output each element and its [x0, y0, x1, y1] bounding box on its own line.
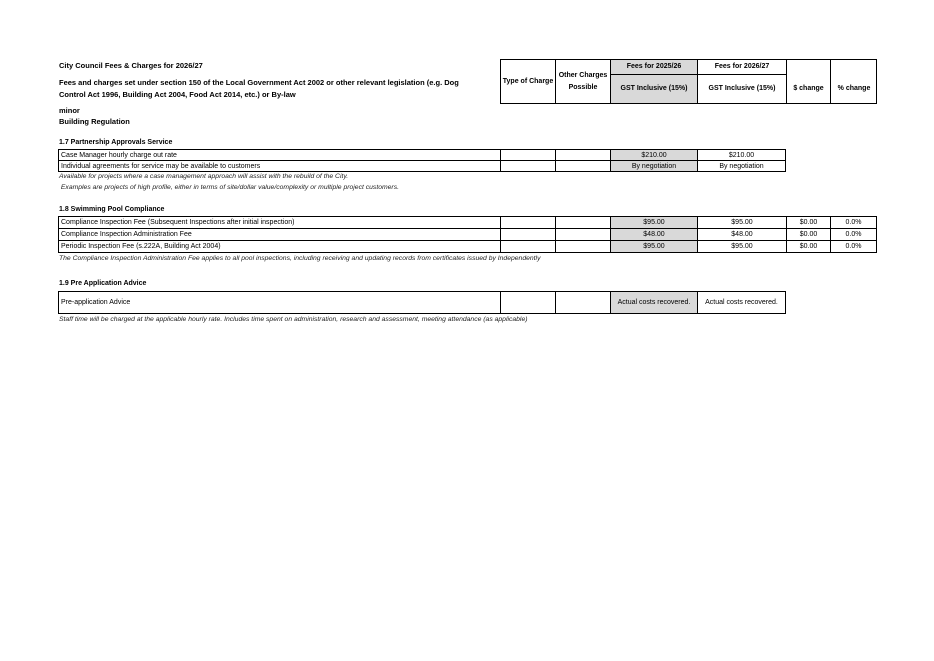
section-title-1-8: 1.8 Swimming Pool Compliance [59, 206, 165, 213]
row-dollar-change: $0.00 [786, 229, 830, 240]
page-subtitle-line2: Control Act 1996, Building Act 2004, Food Act 2014, etc.) or By-law [59, 90, 296, 99]
col-fees-curr-gst: GST Inclusive (15%) [708, 85, 776, 92]
row-fee-prev: Actual costs recovered. [610, 292, 697, 313]
row-fee-prev: $48.00 [610, 229, 697, 240]
row-other [555, 229, 610, 240]
row-other [555, 217, 610, 228]
section-note: Staff time will be charged at the applicable hourly rate. Includes time spent on administration, research and assessment, meeting attendance (as applicable) [59, 316, 528, 323]
row-type [500, 150, 555, 160]
row-description: Pre-application Advice [61, 299, 131, 306]
row-fee-curr: $95.00 [697, 217, 786, 228]
row-fee-curr: By negotiation [697, 161, 785, 171]
table-row [58, 150, 786, 161]
row-other [555, 292, 610, 313]
row-other [555, 241, 610, 252]
section-title-1-9: 1.9 Pre Application Advice [59, 280, 147, 287]
table-row [58, 241, 877, 253]
col-type-of-charge: Type of Charge [502, 78, 554, 85]
table-row [58, 229, 877, 241]
col-other-charges: Other Charges Possible [558, 72, 608, 91]
row-fee-curr: $48.00 [697, 229, 786, 240]
row-fee-curr: $95.00 [697, 241, 786, 252]
col-fees-curr: Fees for 2026/27 [714, 63, 770, 70]
row-other [555, 161, 610, 171]
row-other [555, 150, 610, 160]
row-type [500, 292, 555, 313]
section-note: Examples are projects of high profile, either in terms of site/dollar value/complexity or multiple project customers. [59, 184, 399, 191]
row-type [500, 161, 555, 171]
table-row [58, 292, 786, 314]
category-tag: minor [59, 106, 80, 115]
row-pct-change: 0.0% [830, 217, 876, 228]
section-note: Available for projects where a case management approach will assist with the rebuild of the City. [59, 173, 349, 180]
row-pct-change: 0.0% [830, 229, 876, 240]
section-title-1-7: 1.7 Partnership Approvals Service [59, 139, 173, 146]
row-type [500, 217, 555, 228]
row-description: Compliance Inspection Administration Fee [61, 231, 192, 238]
row-fee-prev: $210.00 [610, 150, 697, 160]
row-pct-change: 0.0% [830, 241, 876, 252]
table-row [58, 161, 786, 172]
row-fee-prev: $95.00 [610, 217, 697, 228]
group-title: Building Regulation [59, 117, 130, 126]
table-row [58, 217, 877, 229]
col-dollar-change: $ change [793, 85, 824, 92]
page-title: City Council Fees & Charges for 2026/27 [59, 61, 203, 70]
row-type [500, 241, 555, 252]
column-header [500, 59, 877, 104]
col-fees-prev: Fees for 2025/26 [626, 63, 682, 70]
row-fee-prev: $95.00 [610, 241, 697, 252]
row-dollar-change: $0.00 [786, 217, 830, 228]
row-type [500, 229, 555, 240]
row-description: Periodic Inspection Fee (s.222A, Building Act 2004) [61, 243, 221, 250]
row-description: Case Manager hourly charge out rate [61, 151, 177, 159]
section-note: The Compliance Inspection Administration Fee applies to all pool inspections, including receiving and updating records from certificates issued by Independently [59, 255, 541, 262]
page-subtitle-line1: Fees and charges set under section 150 of the Local Government Act 2002 or other relevant legislation (e.g. Dog [59, 78, 459, 87]
row-fee-curr: $210.00 [697, 150, 785, 160]
row-fee-prev: By negotiation [610, 161, 697, 171]
col-pct-change: % change [837, 85, 871, 92]
row-dollar-change: $0.00 [786, 241, 830, 252]
row-fee-curr: Actual costs recovered. [697, 292, 785, 313]
row-description: Compliance Inspection Fee (Subsequent Inspections after initial inspection) [61, 219, 295, 226]
col-fees-prev-gst: GST Inclusive (15%) [620, 85, 688, 92]
row-description: Individual agreements for service may be available to customers [61, 162, 261, 170]
